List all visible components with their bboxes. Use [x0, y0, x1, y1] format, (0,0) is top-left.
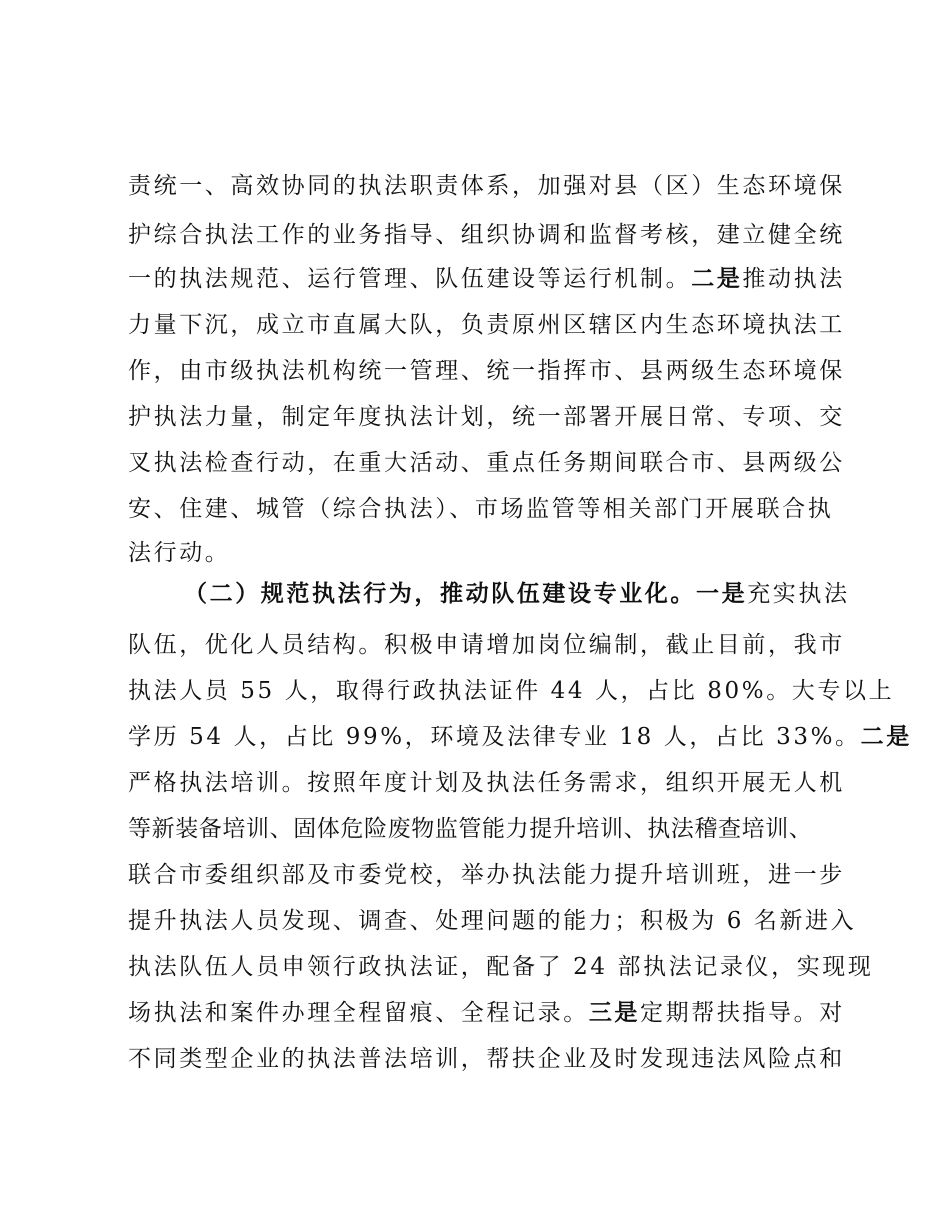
text-line — [128, 310, 848, 340]
text-span: 联合市委组织部及市委党校，举办执法能力提升培训班，进一步 — [128, 862, 845, 888]
text-line — [128, 630, 848, 660]
text-line — [128, 494, 848, 524]
text-span: 责统一、高效协同的执法职责体系，加强对县（区）生态环境保 — [128, 173, 845, 199]
text-line — [128, 448, 848, 478]
text-span: 推动执法 — [742, 266, 845, 292]
text-span: 定期帮扶指导。对 — [640, 1000, 845, 1026]
text-line — [128, 1044, 848, 1074]
text-line — [128, 814, 848, 844]
text-span: 队伍，优化人员结构。积极申请增加岗位编制，截止目前，我市 — [128, 632, 845, 658]
text-span: 充实执法 — [747, 581, 850, 607]
text-span: 学历 54 人，占比 99%，环境及法律专业 18 人，占比 33%。 — [128, 724, 861, 750]
text-line — [128, 356, 848, 386]
text-span: 法行动。 — [128, 540, 231, 566]
bold-lead: 三是 — [588, 999, 641, 1026]
text-span: 一的执法规范、运行管理、队伍建设等运行机制。 — [128, 266, 692, 292]
text-span: 严格执法培训。按照年度计划及执法任务需求，组织开展无人机 — [128, 770, 845, 796]
bold-lead: 二是 — [860, 723, 912, 750]
text-span: 等新装备培训、固体危险废物监管能力提升培训、执法稽查培训、 — [128, 816, 813, 842]
section-heading-line — [184, 579, 904, 609]
text-line — [128, 171, 848, 201]
text-span: 叉执法检查行动，在重大活动、重点任务期间联合市、县两级公 — [128, 450, 845, 476]
text-span: 安、住建、城管（综合执法）、市场监管等相关部门开展联合执 — [128, 496, 834, 522]
text-span: 执法人员 55 人，取得行政执法证件 44 人，占比 80%。大专以上 — [128, 678, 895, 704]
text-line — [128, 676, 895, 706]
text-span: 执法队伍人员申领行政执法证，配备了 24 部执法记录仪，实现现 — [128, 954, 874, 980]
text-line — [128, 722, 912, 752]
text-line — [128, 906, 857, 936]
text-line — [128, 768, 848, 798]
text-span: 作，由市级执法机构统一管理、统一指挥市、县两级生态环境保 — [128, 358, 845, 384]
text-line — [128, 998, 848, 1028]
text-span: 提升执法人员发现、调查、处理问题的能力；积极为 6 名新进入 — [128, 908, 857, 934]
text-line — [128, 952, 874, 982]
text-span: 场执法和案件办理全程留痕、全程记录。 — [128, 1000, 589, 1026]
text-span: 不同类型企业的执法普法培训，帮扶企业及时发现违法风险点和 — [128, 1046, 845, 1072]
text-line — [128, 402, 848, 432]
text-line — [128, 860, 848, 890]
text-line — [128, 538, 848, 568]
bold-lead: 二是 — [691, 265, 743, 292]
text-span: 护执法力量，制定年度执法计划，统一部署开展日常、专项、交 — [128, 404, 845, 430]
text-line — [128, 220, 848, 250]
section-heading: （二）规范执法行为，推动队伍建设专业化。一是 — [184, 580, 748, 607]
text-line — [128, 264, 848, 294]
text-span: 力量下沉，成立市直属大队，负责原州区辖区内生态环境执法工 — [128, 312, 845, 338]
text-span: 护综合执法工作的业务指导、组织协调和监督考核，建立健全统 — [128, 222, 845, 248]
